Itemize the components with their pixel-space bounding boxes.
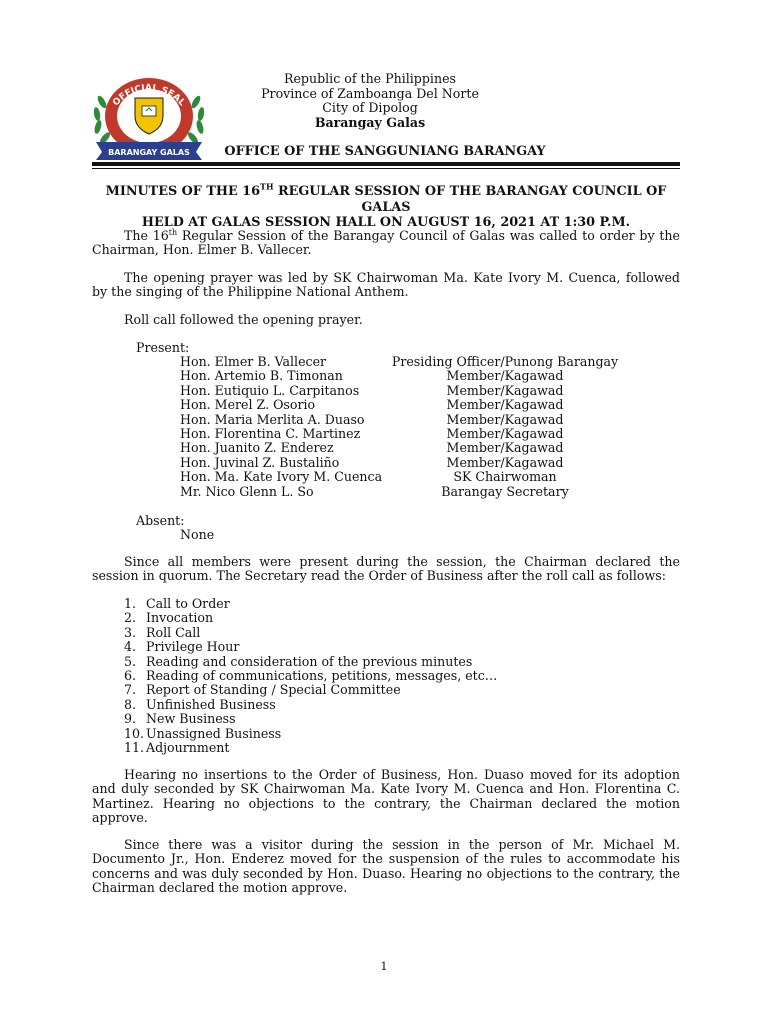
member-role: Member/Kagawad [446,440,564,456]
letterhead-line-1: Republic of the Philippines [283,71,456,86]
list-item-text: Reading and consideration of the previous minutes [146,653,473,669]
list-item-number: 10. [124,725,145,741]
barangay-seal-logo [88,72,210,162]
list-item-text: Roll Call [146,624,201,640]
list-item [124,683,624,697]
member-role: Member/Kagawad [446,411,564,427]
member-name: Hon. Maria Merlita A. Duaso [180,411,365,427]
document-title: MINUTES OF THE 16TH REGULAR SESSION OF THE BARANGAY COUNCIL OF GALAS HELD AT GALAS SESSION HALL ON AUGUST 16, 2021 AT 1:30 P.M. [105,181,667,230]
roster-row [180,456,680,470]
letterhead-line-3: City of Dipolog [322,100,418,115]
list-item-text: Unassigned Business [146,725,282,741]
absent-label: Absent: [136,513,185,528]
list-item-text: Unfinished Business [146,696,276,712]
list-item [124,669,624,683]
member-name: Hon. Merel Z. Osorio [180,397,316,413]
roster-row [180,384,680,398]
member-name: Mr. Nico Glenn L. So [180,483,314,499]
list-item-number: 4. [124,639,137,655]
list-item-text: Report of Standing / Special Committee [146,682,401,698]
list-item-number: 3. [124,624,137,640]
list-item-number: 9. [124,711,137,727]
present-label: Present: [136,340,190,355]
member-role: Barangay Secretary [441,483,569,499]
paragraph-adoption: Hearing no insertions to the Order of Business, Hon. Duaso moved for its adoption and duly seconded by SK Chairwoman Ma. Kate Ivory M. Cuenca and Hon. Florentina C. Martinez. Hearing no objections to the contrary, the Chairman declared the motion approve. [92,767,680,826]
member-role: Member/Kagawad [446,368,564,384]
list-item-number: 1. [124,596,137,611]
header-rule-thin [92,168,680,169]
paragraph-roll-call: Roll call followed the opening prayer. [124,312,363,327]
absent-value: None [180,527,215,542]
member-role: Presiding Officer/Punong Barangay [391,354,619,369]
list-item-text: Call to Order [146,596,230,611]
roster-row [180,441,680,455]
list-item [124,712,624,726]
list-item-number: 8. [124,696,137,712]
list-item-text: Privilege Hour [146,639,240,655]
list-item [124,727,624,741]
list-item [124,597,624,611]
list-item [124,698,624,712]
member-role: SK Chairwoman [453,469,557,485]
list-item-number: 6. [124,667,137,683]
roster-row [180,470,680,484]
list-item-number: 11. [124,739,145,755]
list-item [124,655,624,669]
member-name: Hon. Juvinal Z. Bustaliño [180,454,340,470]
list-item [124,626,624,640]
member-role: Member/Kagawad [446,397,564,413]
member-name: Hon. Eutiquio L. Carpitanos [180,382,360,398]
attendance-roster [180,355,680,499]
member-name: Hon. Ma. Kate Ivory M. Cuenca [180,469,383,485]
roster-row [180,369,680,383]
letterhead-line-2: Province of Zamboanga Del Norte [261,85,479,101]
list-item-number: 2. [124,610,137,626]
member-name: Hon. Artemio B. Timonan [180,368,343,384]
roster-row [180,485,680,499]
roster-row [180,398,680,412]
list-item-number: 7. [124,682,137,698]
office-heading: OFFICE OF THE SANGGUNIANG BARANGAY [224,144,546,159]
header-rule-thick [92,162,680,166]
member-name: Hon. Elmer B. Vallecer [180,354,327,369]
list-item-text: Adjournment [146,739,230,755]
paragraph-call-to-order: The 16th Regular Session of the Barangay Council of Galas was called to order by the Chairman, Hon. Elmer B. Vallecer. [92,227,681,258]
order-of-business-list [124,597,624,755]
list-item-text: Reading of communications, petitions, messages, etc… [146,667,498,683]
list-item [124,640,624,654]
letterhead-line-4: Barangay Galas [314,114,426,130]
list-item-number: 5. [124,653,137,669]
seal-bottom-text: BARANGAY GALAS [108,148,190,157]
list-item [124,741,624,755]
member-name: Hon. Florentina C. Martinez [180,425,361,441]
letterhead [200,72,540,130]
paragraph-visitor: Since there was a visitor during the session in the person of Mr. Michael M. Documento Jr., Hon. Enderez moved for the suspension of the rules to accommodate his concerns and was duly seconded by Hon. Duaso. Hearing no objections to the contrary, the Chairman declared the motion approve. [92,837,680,896]
paragraph-quorum: Since all members were present during the session, the Chairman declared the session in quorum. The Secretary read the Order of Business after the roll call as follows: [92,554,680,584]
list-item-text: Invocation [146,610,214,626]
list-item-text: New Business [146,711,236,727]
roster-row [180,427,680,441]
member-role: Member/Kagawad [446,382,564,398]
member-role: Member/Kagawad [446,425,564,441]
roster-row [180,355,680,369]
roster-row [180,413,680,427]
member-role: Member/Kagawad [446,454,564,470]
page-number: 1 [380,960,388,973]
list-item [124,611,624,625]
paragraph-opening-prayer: The opening prayer was led by SK Chairwoman Ma. Kate Ivory M. Cuenca, followed by the singing of the Philippine National Anthem. [92,270,680,300]
member-name: Hon. Juanito Z. Enderez [180,440,334,456]
seal-top-text: OFFICIAL SEAL [111,83,187,109]
